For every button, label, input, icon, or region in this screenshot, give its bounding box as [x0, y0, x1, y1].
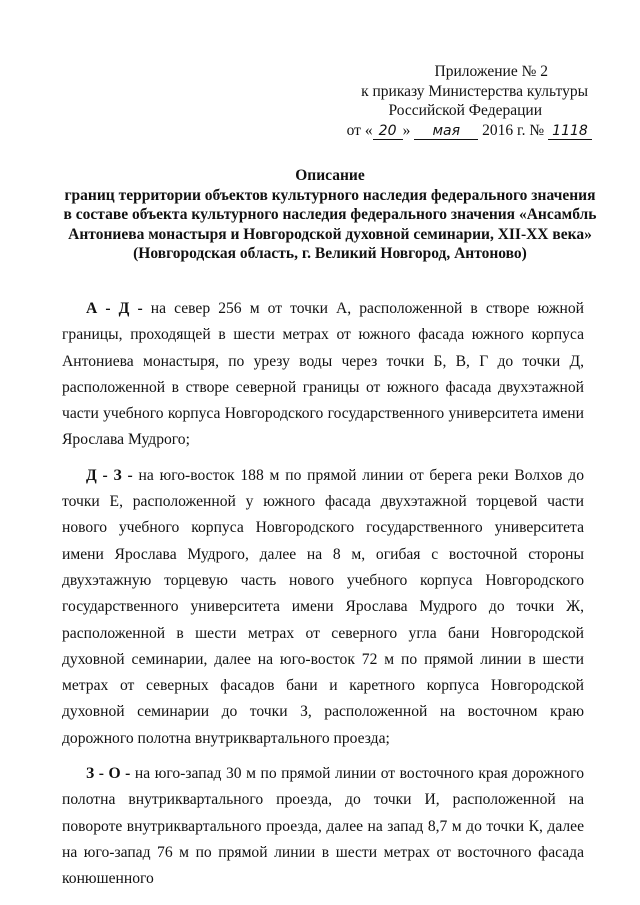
date-prefix: от «	[346, 121, 373, 139]
segment-label: З - О -	[86, 765, 131, 783]
order-number-handwritten: 1118	[548, 123, 592, 140]
boundary-paragraph	[62, 296, 584, 454]
annex-block	[300, 62, 600, 140]
document-title	[60, 166, 600, 264]
title-line-1: границ территории объектов культурного наследия федерального значения	[64, 186, 596, 204]
segment-label: А - Д -	[86, 300, 143, 317]
date-day-handwritten: 20	[373, 123, 403, 140]
boundary-paragraph	[62, 761, 584, 892]
date-year: 2016 г.	[482, 121, 526, 139]
document-body	[62, 296, 584, 902]
boundary-paragraph	[62, 463, 584, 752]
annex-number: Приложение № 2	[434, 63, 548, 80]
title-line-3: Антониева монастыря и Новгородской духовной семинарии, XII-XX века»	[68, 225, 592, 243]
segment-text: на юго-запад 30 м по прямой линии от восточного края дорожного полотна внутриквартального проезда, до точки И, расположенной на повороте внутриквартального проезда, далее на запад 8,7 м до точки К, далее на юго-запад 76 м по прямой линии в шести метрах от восточного фасада конюшенного	[62, 765, 585, 888]
date-mid: »	[402, 121, 411, 139]
title-line-2: в составе объекта культурного наследия федерального значения «Ансамбль	[63, 206, 597, 223]
annex-country: Российской Федерации	[388, 102, 542, 119]
number-label: №	[529, 121, 545, 139]
title-line-4: (Новгородская область, г. Великий Новгород, Антоново)	[133, 245, 527, 262]
date-month-handwritten: мая	[414, 123, 478, 140]
segment-text: на юго-восток 188 м по прямой линии от берега реки Волхов до точки Е, расположенной у южного фасада двухэтажной торцевой части нового учебного корпуса Новгородского государственного университета имени Ярослава Мудрого, далее на 8 м, огибая с восточной стороны двухэтажную торцевую часть нового учебного корпуса Новгородского государственного университета имени Ярослава Мудрого до точки Ж, расположенной в шести метрах от северного угла бани Новгородской духовной семинарии, далее на юго-восток 72 м по прямой линии в шести метрах от северных фасадов бани и каретного корпуса Новгородской духовной семинарии до точки З, расположенной на восточном краю дорожного полотна внутриквартального проезда;	[62, 466, 584, 747]
segment-text: на север 256 м от точки А, расположенной в створе южной границы, проходящей в шести метрах от южного фасада южного корпуса Антониева монастыря, по урезу воды через точки Б, В, Г до точки Д, расположенной в створе северной границы от южного фасада двухэтажной части учебного корпуса Новгородского государственного университета имени Ярослава Мудрого;	[62, 300, 585, 449]
title-heading: Описание	[295, 167, 365, 184]
segment-label: Д - З -	[86, 466, 133, 484]
annex-order-ref: к приказу Министерства культуры	[361, 82, 588, 100]
annex-date-line	[300, 121, 600, 141]
